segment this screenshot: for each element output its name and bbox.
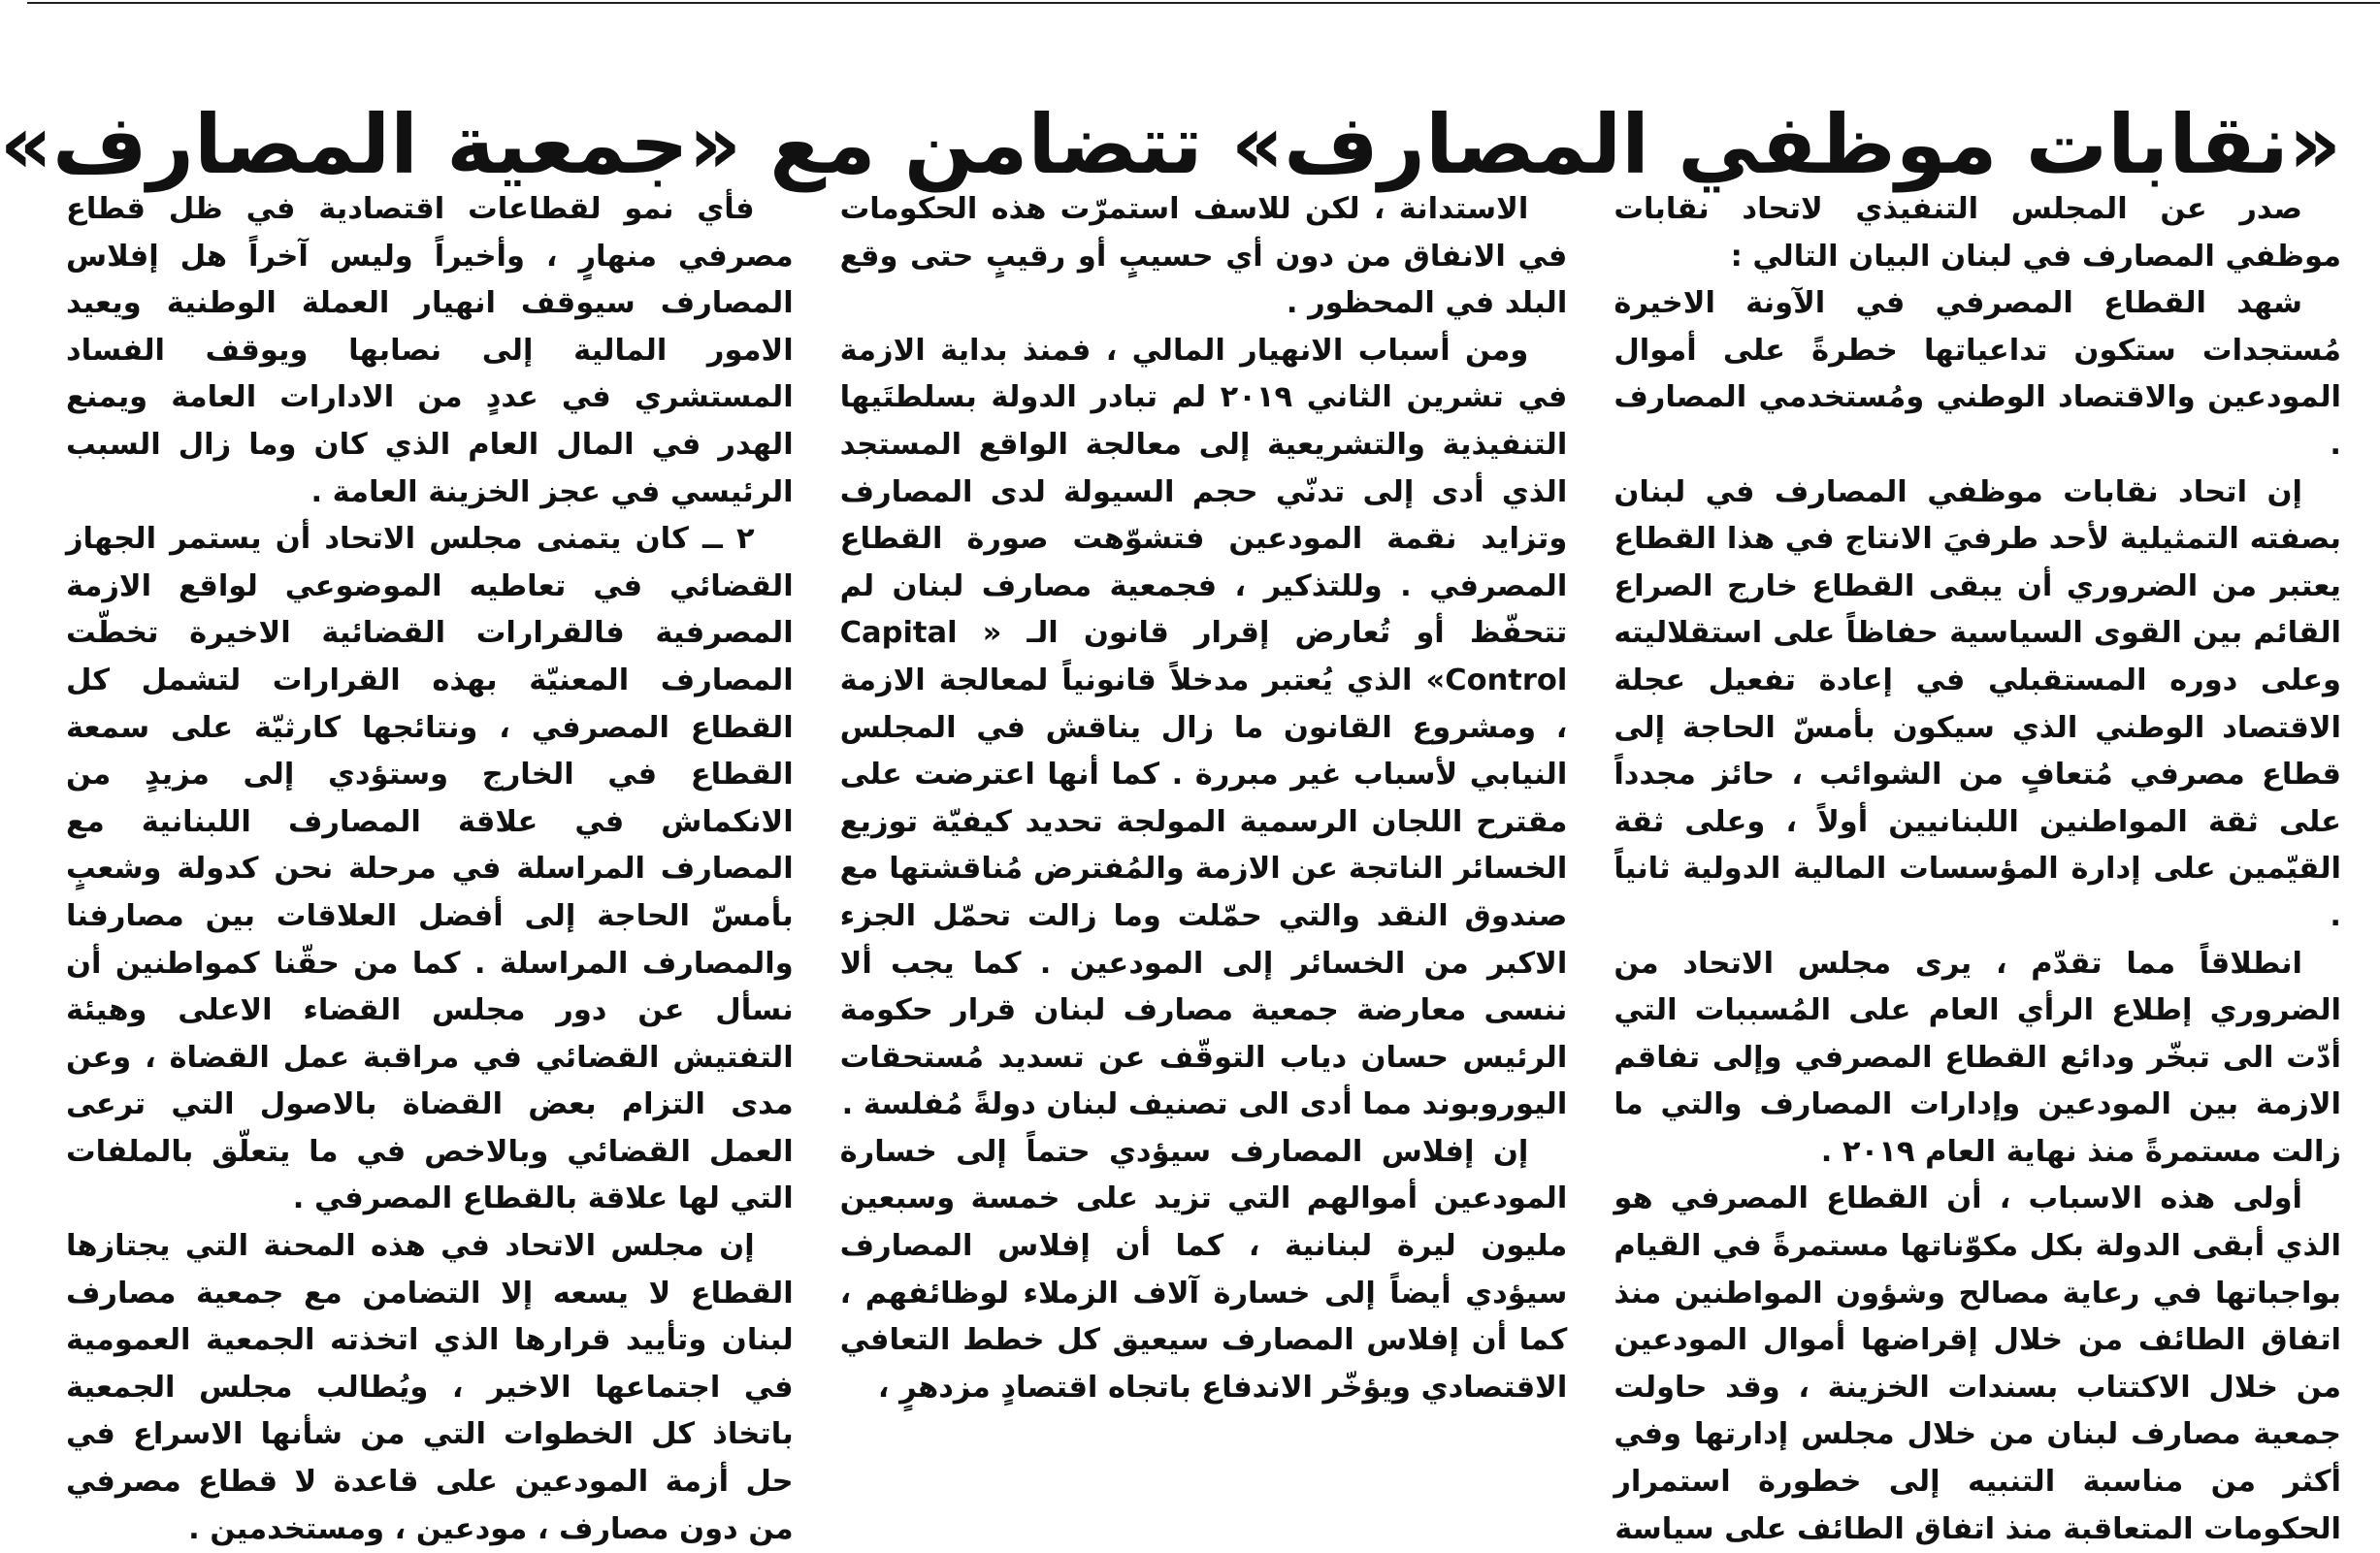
column-1-paragraph-2: شهد القطاع المصرفي في الآونة الاخيرة مُستجدات ستكون تداعياتها خطرةً على أموال المودعين والاقتصاد الوطني ومُستخدمي المصارف . — [1614, 286, 2341, 462]
column-2-paragraph-2: ومن أسباب الانهيار المالي ، فمنذ بداية الازمة في تشرين الثاني ٢٠١٩ لم تبادر الدولة بسلطتَيها التنفيذية والتشريعية إلى معالجة الواقع المستجد الذي أدى إلى تدنّي حجم السيولة لدى المصارف وتزايد نقمة المودعين فتشوّهت صورة القطاع المصرفي . وللتذكير ، فجمعية مصارف لبنان لم تتحفّظ أو تُعارض إقرار قانون الـ « Capital Control» الذي يُعتبر مدخلاً قانونياً لمعالجة الازمة ، ومشروع القانون ما زال يناقش في المجلس النيابي لأسباب غير مبررة . كما أنها اعترضت على مقترح اللجان الرسمية المولجة تحديد كيفيّة توزيع الخسائر الناتجة عن الازمة والمُفترض مُناقشتها مع صندوق النقد والتي حمّلت وما زالت تحمّل الجزء الاكبر من الخسائر إلى المودعين . كما يجب ألا ننسى معارضة جمعية مصارف لبنان قرار حكومة الرئيس حسان دياب التوقّف عن تسديد مُستحقات اليوروبوند مما أدى الى تصنيف لبنان دولةً مُفلسة . — [839, 333, 1568, 1122]
column-1-paragraph-1: صدر عن المجلس التنفيذي لاتحاد نقابات موظفي المصارف في لبنان البيان التالي : — [1614, 192, 2341, 274]
column-2-paragraph-3: إن إفلاس المصارف سيؤدي حتماً إلى خسارة المودعين أموالهم التي تزيد على خمسة وسبعين مليون ليرة لبنانية ، كما أن إفلاس المصارف سيؤدي أيضاً إلى خسارة آلاف الزملاء لوظائفهم ، كما أن إفلاس المصارف سيعيق كل خطط التعافي الاقتصادي ويؤخّر الاندفاع باتجاه اقتصادٍ مزدهرٍ ، — [839, 1134, 1568, 1405]
article-body — [65, 186, 2341, 1546]
article-column-3 — [65, 186, 794, 1546]
column-3-paragraph-1: فأي نمو لقطاعات اقتصادية في ظل قطاع مصرفي منهارٍ ، وأخيراً وليس آخراً هل إفلاس المصارف سيوقف انهيار العملة الوطنية ويعيد الامور المالية إلى نصابها ويوقف الفساد المستشري في عددٍ من الادارات العامة ويمنع الهدر في المال العام الذي كان وما زال السبب الرئيسي في عجز الخزينة العامة . — [65, 192, 794, 509]
column-1-paragraph-3: إن اتحاد نقابات موظفي المصارف في لبنان بصفته التمثيلية لأحد طرفيَ الانتاج في هذا القطاع يعتبر من الضروري أن يبقى القطاع خارج الصراع القائم بين القوى السياسية حفاظاً على استقلاليته وعلى دوره المستقبلي في إعادة تفعيل عجلة الاقتصاد الوطني الذي سيكون بأمسّ الحاجة إلى قطاع مصرفي مُتعافٍ من الشوائب ، حائز مجدداً على ثقة المواطنين اللبنانيين أولاً ، وعلى ثقة القيّمين على إدارة المؤسسات المالية الدولية ثانياً . — [1614, 474, 2341, 933]
column-3-paragraph-2: ٢ ــ كان يتمنى مجلس الاتحاد أن يستمر الجهاز القضائي في تعاطيه الموضوعي لواقع الازمة المصرفية فالقرارات القضائية الاخيرة تخطّت المصارف المعنيّة بهذه القرارات لتشمل كل القطاع المصرفي ، ونتائجها كارثيّة على سمعة القطاع في الخارج وستؤدي إلى مزيدٍ من الانكماش في علاقة المصارف اللبنانية مع المصارف المراسلة في مرحلة نحن كدولة وشعبٍ بأمسّ الحاجة إلى أفضل العلاقات بين مصارفنا والمصارف المراسلة . كما من حقّنا كمواطنين أن نسأل عن دور مجلس القضاء الاعلى وهيئة التفتيش القضائي في مراقبة عمل القضاة ، وعن مدى التزام بعض القضاة بالاصول التي ترعى العمل القضائي وبالاخص في ما يتعلّق بالملفات التي لها علاقة بالقطاع المصرفي . — [65, 522, 794, 1216]
column-2-paragraph-1: الاستدانة ، لكن للاسف استمرّت هذه الحكومات في الانفاق من دون أي حسيبٍ أو رقيبٍ حتى وقع البلد في المحظور . — [839, 192, 1568, 321]
column-1-paragraph-4: انطلاقاً مما تقدّم ، يرى مجلس الاتحاد من الضروري إطلاع الرأي العام على المُسببات التي أدّت الى تبخّر ودائع القطاع المصرفي وإلى تفاقم الازمة بين المودعين وإدارات المصارف والتي ما زالت مستمرةً منذ نهاية العام ٢٠١٩ . — [1614, 946, 2341, 1169]
top-rule — [27, 2, 2380, 4]
column-3-paragraph-3: إن مجلس الاتحاد في هذه المحنة التي يجتازها القطاع لا يسعه إلا التضامن مع جمعية مصارف لبنان وتأييد قرارها الذي اتخذته الجمعية العمومية في اجتماعها الاخير ، ويُطالب مجلس الجمعية باتخاذ كل الخطوات التي من شأنها الاسراع في حل أزمة المودعين على قاعدة لا قطاع مصرفي من دون مصارف ، مودعين ، ومستخدمين . — [65, 1229, 794, 1546]
column-1-paragraph-5: أولى هذه الاسباب ، أن القطاع المصرفي هو الذي أبقى الدولة بكل مكوّناتها مستمرةً في القيام بواجباتها في رعاية مصالح وشؤون المواطنين منذ اتفاق الطائف من خلال إقراضها أموال المودعين من خلال الاكتتاب بسندات الخزينة ، وقد حاولت جمعية مصارف لبنان من خلال مجلس إدارتها وفي أكثر من مناسبة التنبيه إلى خطورة استمرار الحكومات المتعاقبة منذ اتفاق الطائف على سياسة — [1614, 1181, 2341, 1546]
article-column-2 — [840, 186, 1568, 1523]
article-column-1 — [1614, 186, 2341, 1546]
article-headline: «نقابات موظفي المصارف» تتضامن مع «جمعية المصارف» — [0, 97, 2341, 193]
